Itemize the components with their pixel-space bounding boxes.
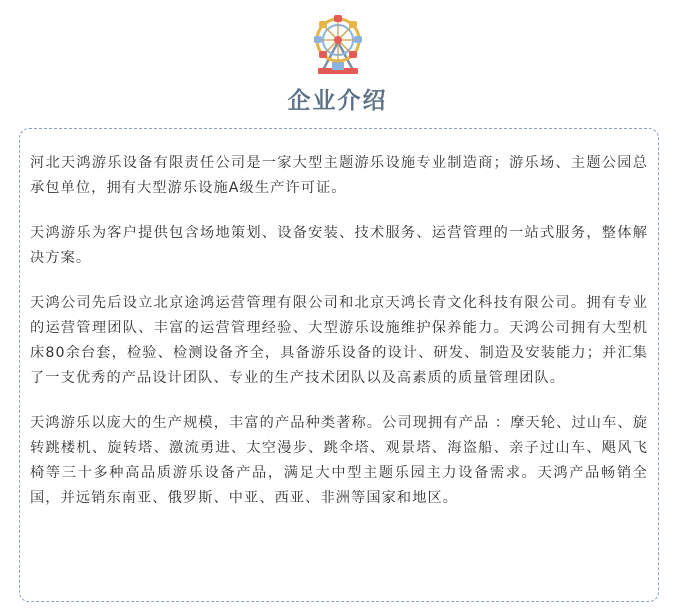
intro-card [19, 128, 659, 602]
intro-paragraph: 天鸿游乐以庞大的生产规模，丰富的产品种类著称。公司现拥有产品 ：摩天轮、过山车、旋转跳楼机、旋转塔、激流勇进、太空漫步、跳伞塔、观景塔、海盗船、亲子过山车、飓风飞椅等三十多种高品质游乐设备产品，满足大中型主题乐园主力设备需求。天鸿产品畅销全国，并远销东南亚、俄罗斯、中亚、西亚、非洲等国家和地区。 [30, 415, 648, 506]
intro-paragraph: 天鸿公司先后设立北京途鸿运营管理有限公司和北京天鸿长青文化科技有限公司。拥有专业的运营管理团队、丰富的运营管理经验、大型游乐设施维护保养能力。天鸿公司拥有大型机床80余台套，检验、检测设备齐全，具备游乐设备的设计、研发、制造及安装能力；并汇集了一支优秀的产品设计团队、专业的生产技术团队以及高素质的质量管理团队。 [30, 295, 648, 386]
ferris-wheel-icon [310, 14, 366, 76]
intro-paragraph: 河北天鸿游乐设备有限责任公司是一家大型主题游乐设施专业制造商；游乐场、主题公园总承包单位，拥有大型游乐设施A级生产许可证。 [30, 155, 648, 196]
intro-paragraph: 天鸿游乐为客户提供包含场地策划、设备安装、技术服务、运营管理的一站式服务，整体解决方案。 [30, 225, 648, 266]
page-title: 企业介绍 [287, 88, 388, 114]
header [0, 0, 675, 128]
